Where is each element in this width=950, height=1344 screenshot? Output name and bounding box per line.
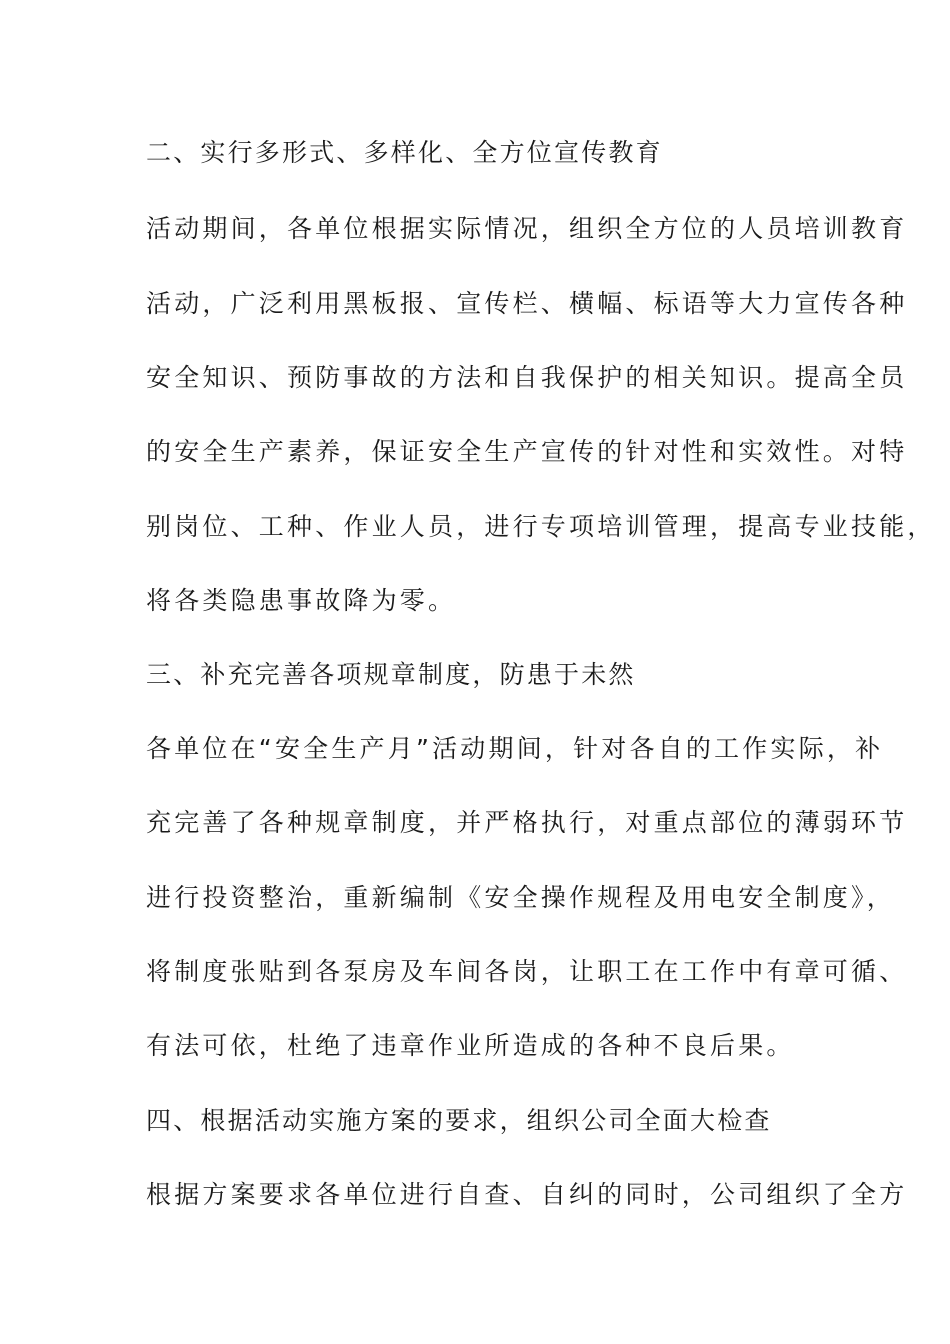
paragraph-line: 的安全生产素养，保证安全生产宣传的针对性和实效性。对特 <box>146 437 908 466</box>
paragraph-line: 安全知识、预防事故的方法和自我保护的相关知识。提高全员 <box>146 363 908 392</box>
paragraph-line: 将制度张贴到各泵房及车间各岗，让职工在工作中有章可循、 <box>146 957 908 986</box>
paragraph-line: 根据方案要求各单位进行自查、自纠的同时，公司组织了全方 <box>146 1180 908 1209</box>
paragraph-line: 各单位在“安全生产月”活动期间，针对各自的工作实际，补 <box>146 734 884 763</box>
paragraph-line: 别岗位、工种、作业人员，进行专项培训管理，提高专业技能， <box>146 512 936 541</box>
paragraph-line: 活动，广泛利用黑板报、宣传栏、横幅、标语等大力宣传各种 <box>146 289 908 318</box>
paragraph-line: 活动期间，各单位根据实际情况，组织全方位的人员培训教育 <box>146 214 908 243</box>
section-heading: 四、根据活动实施方案的要求，组织公司全面大检查 <box>146 1106 772 1135</box>
paragraph-line: 将各类隐患事故降为零。 <box>146 586 457 615</box>
paragraph-line: 进行投资整治，重新编制《安全操作规程及用电安全制度》， <box>146 883 895 912</box>
paragraph-line: 有法可依，杜绝了违章作业所造成的各种不良后果。 <box>146 1031 795 1060</box>
section-heading: 三、补充完善各项规章制度，防患于未然 <box>146 660 636 689</box>
paragraph-line: 充完善了各种规章制度，并严格执行，对重点部位的薄弱环节 <box>146 808 908 837</box>
section-heading: 二、实行多形式、多样化、全方位宣传教育 <box>146 138 663 167</box>
